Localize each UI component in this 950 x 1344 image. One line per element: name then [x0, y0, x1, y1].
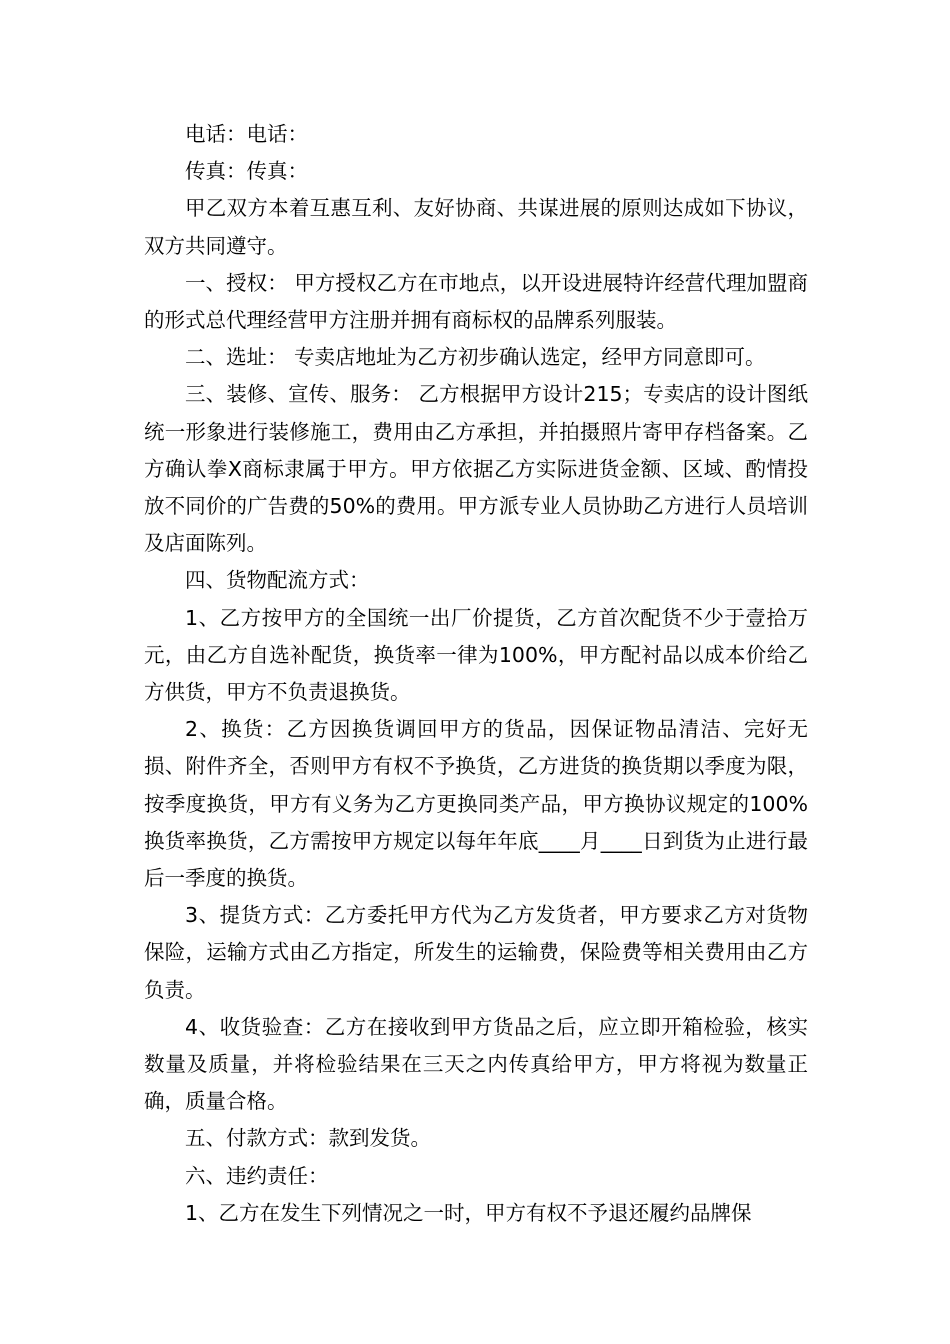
clause-liability-heading: 六、违约责任： — [185, 1163, 329, 1188]
document-body — [144, 116, 808, 1232]
phone-line: 电话：电话： — [185, 122, 308, 146]
clause-distribution-item-2: 2、换货：乙方因换货调回甲方的货品，因保证物品清洁、完好无损、附件齐全，否则甲方有权不予换货，乙方进货的换货期以季度为限，按季度换货，甲方有义务为乙方更换同类产品，甲方换协议规定的100%换货率换货，乙方需按甲方规定以每年年底____月____日到货为止进行最后一季度的换货。 — [144, 717, 808, 891]
clause-distribution-item-3: 3、提货方式：乙方委托甲方代为乙方发货者，甲方要求乙方对货物保险，运输方式由乙方指定，所发生的运输费，保险费等相关费用由乙方负责。 — [144, 903, 808, 1002]
clause-decoration-promotion-service: 三、装修、宣传、服务： 乙方根据甲方设计215；专卖店的设计图纸统一形象进行装修施工，费用由乙方承担，并拍摄照片寄甲存档备案。乙方确认拳X商标隶属于甲方。甲方依据乙方实际进货金额、区域、酌情投放不同价的广告费的50%的费用。甲方派专业人员协助乙方进行人员培训及店面陈列。 — [144, 382, 808, 556]
agreement-preamble: 甲乙双方本着互惠互利、友好协商、共谋进展的原则达成如下协议，双方共同遵守。 — [144, 196, 808, 258]
clause-distribution-heading: 四、货物配流方式： — [185, 568, 370, 593]
clause-liability-item-1: 1、乙方在发生下列情况之一时，甲方有权不予退还履约品牌保 — [185, 1200, 752, 1225]
clause-payment: 五、付款方式：款到发货。 — [185, 1126, 431, 1151]
fax-line: 传真：传真： — [185, 159, 308, 184]
clause-distribution-item-4: 4、收货验查：乙方在接收到甲方货品之后，应立即开箱检验，核实数量及质量，并将检验结果在三天之内传真给甲方，甲方将视为数量正确，质量合格。 — [144, 1014, 808, 1114]
clause-distribution-item-1: 1、乙方按甲方的全国统一出厂价提货，乙方首次配货不少于壹拾万元，由乙方自选补配货，换货率一律为100%，甲方配衬品以成本价给乙方供货，甲方不负责退换货。 — [144, 605, 808, 705]
clause-site-selection: 二、选址： 专卖店地址为乙方初步确认选定，经甲方同意即可。 — [185, 345, 766, 370]
clause-authorization: 一、授权： 甲方授权乙方在市地点，以开设进展特许经营代理加盟商的形式总代理经营甲方注册并拥有商标权的品牌系列服装。 — [144, 270, 808, 333]
